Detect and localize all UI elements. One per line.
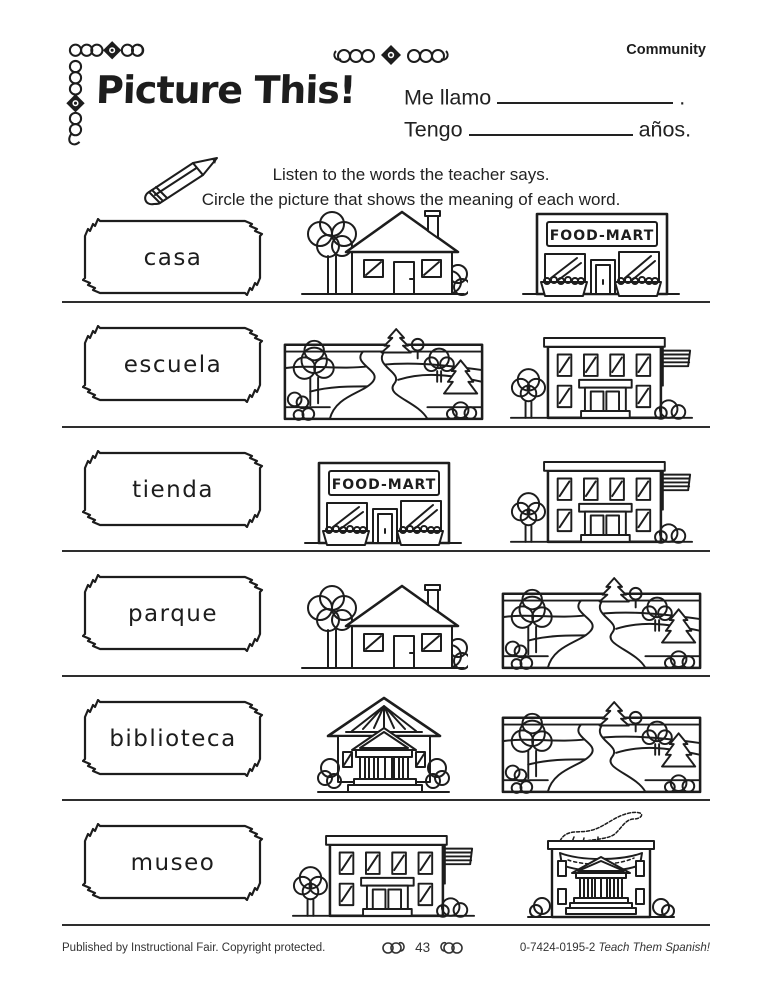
page-number: 43 xyxy=(415,940,431,955)
worksheet-row xyxy=(62,552,710,677)
age-line xyxy=(404,114,691,146)
picture-option-left[interactable] xyxy=(274,677,492,800)
word-plaque xyxy=(62,699,274,777)
school-illustration[interactable] xyxy=(509,448,694,548)
park-illustration[interactable] xyxy=(499,697,704,797)
name-label: Me llamo xyxy=(404,85,492,110)
word-label: biblioteca xyxy=(109,725,237,752)
instruction-line-1: Listen to the words the teacher says. xyxy=(272,165,550,184)
park-illustration[interactable] xyxy=(499,573,704,673)
word-label: escuela xyxy=(123,352,223,379)
store-illustration[interactable] xyxy=(521,204,681,299)
word-plaque xyxy=(62,218,274,296)
house-illustration[interactable] xyxy=(298,578,468,673)
picture-option-left[interactable] xyxy=(274,552,492,675)
house-illustration[interactable] xyxy=(298,204,468,299)
page-title: Picture This! xyxy=(95,68,357,112)
book-title: Teach Them Spanish! xyxy=(598,941,710,954)
picture-option-right[interactable] xyxy=(492,801,710,924)
instruction-line-2: Circle the picture that shows the meaning of each word. xyxy=(201,190,621,209)
scroll-ornament-right xyxy=(438,940,464,955)
name-line xyxy=(404,82,691,114)
museum-illustration[interactable] xyxy=(526,807,676,922)
worksheet-row xyxy=(62,428,710,553)
isbn: 0-7424-0195-2 xyxy=(519,941,596,954)
word-plaque xyxy=(62,823,274,901)
publisher-note: Published by Instructional Fair. Copyright protected. xyxy=(62,941,326,954)
store-illustration[interactable] xyxy=(303,453,463,548)
word-label: museo xyxy=(130,850,216,877)
word-label: parque xyxy=(127,601,219,628)
picture-option-right[interactable] xyxy=(492,677,710,800)
name-blank-field[interactable] xyxy=(497,82,673,104)
page-footer xyxy=(62,940,710,955)
worksheet-row xyxy=(62,303,710,428)
student-info xyxy=(404,82,691,146)
book-reference xyxy=(520,942,710,954)
worksheet-rows xyxy=(62,212,710,926)
page-number-group xyxy=(381,940,464,955)
picture-option-left[interactable] xyxy=(274,428,492,551)
picture-option-right[interactable] xyxy=(492,428,710,551)
age-label: Tengo xyxy=(404,117,463,142)
park-illustration[interactable] xyxy=(281,324,486,424)
picture-option-left[interactable] xyxy=(274,801,492,924)
worksheet-row xyxy=(62,212,710,303)
age-suffix: años. xyxy=(638,117,692,142)
picture-option-right[interactable] xyxy=(492,303,710,426)
divider-flourish-ornament xyxy=(332,42,450,68)
school-illustration[interactable] xyxy=(291,822,476,922)
name-suffix: . xyxy=(679,85,686,110)
word-label: tienda xyxy=(132,476,214,503)
library-illustration[interactable] xyxy=(316,692,451,797)
picture-option-left[interactable] xyxy=(274,212,492,301)
category-label: Community xyxy=(626,42,706,58)
picture-option-right[interactable] xyxy=(492,212,710,301)
word-label: casa xyxy=(143,244,203,271)
worksheet-row xyxy=(62,801,710,926)
store-sign-label: FOOD-MART xyxy=(331,477,437,493)
scroll-ornament-left xyxy=(381,940,407,955)
picture-option-right[interactable] xyxy=(492,552,710,675)
word-plaque xyxy=(62,574,274,652)
word-plaque xyxy=(62,450,274,528)
word-plaque xyxy=(62,325,274,403)
store-sign-label: FOOD-MART xyxy=(549,228,655,244)
school-illustration[interactable] xyxy=(509,324,694,424)
age-blank-field[interactable] xyxy=(469,114,633,136)
worksheet-row xyxy=(62,677,710,802)
picture-option-left[interactable] xyxy=(274,303,492,426)
